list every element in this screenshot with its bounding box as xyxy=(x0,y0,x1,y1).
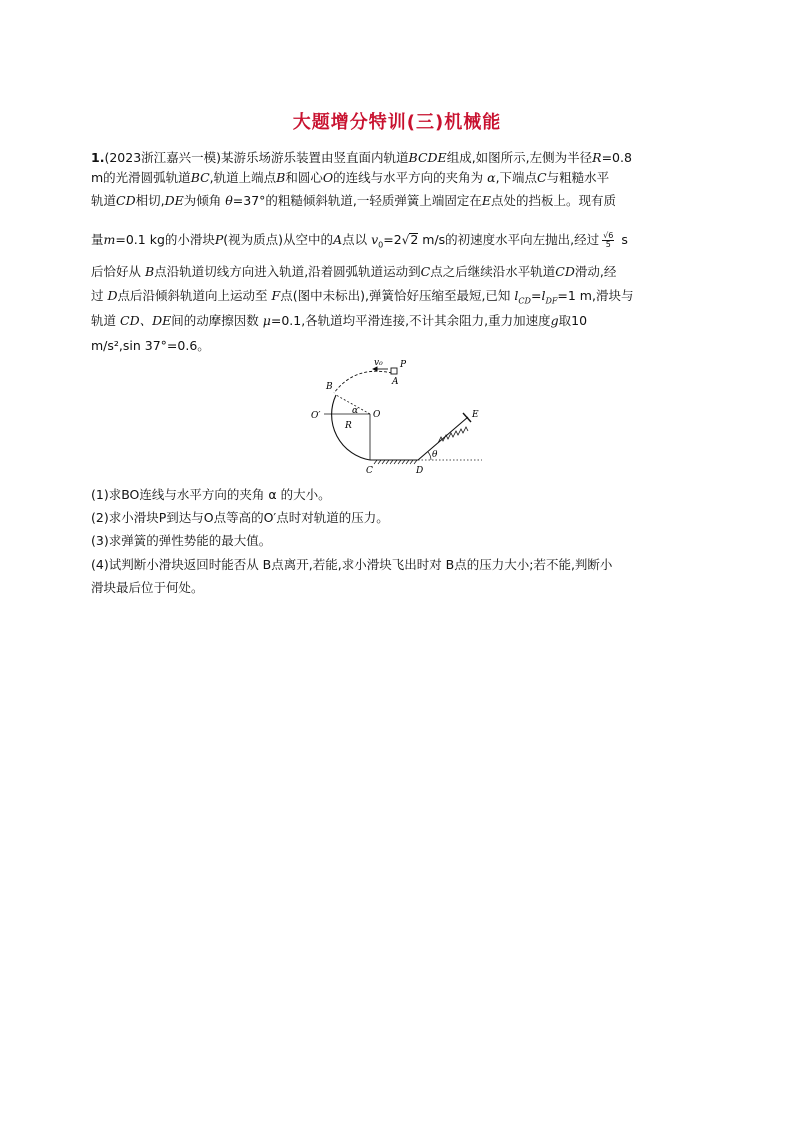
text: ,轨道上端点 xyxy=(209,170,277,185)
label-d: D xyxy=(416,466,424,476)
text: 相切, xyxy=(135,193,165,208)
var-cd: CD xyxy=(116,193,136,208)
text: 为倾角 xyxy=(183,193,222,208)
text: 和圆心 xyxy=(285,170,323,185)
text: m/s的初速度水平向左抛出,经过 xyxy=(422,232,600,247)
var-f: F xyxy=(271,288,281,303)
var-mu: μ xyxy=(262,313,271,328)
problem-line-5 xyxy=(91,264,713,280)
label-c: C xyxy=(366,466,373,476)
var-e: E xyxy=(481,193,492,208)
problem-line-7 xyxy=(91,313,713,329)
text: 量 xyxy=(91,232,104,247)
text: 轨道 xyxy=(91,193,117,208)
label-alpha: α xyxy=(352,406,359,416)
var-theta: θ xyxy=(225,193,233,208)
var-l: l xyxy=(514,288,519,303)
text: 点(图中未标出),弹簧恰好压缩至最短,已知 xyxy=(280,288,511,303)
track-diagram xyxy=(300,355,500,485)
problem-line-6: 过 D点后沿倾斜轨道向上运动至 F点(图中未标出),弹簧恰好压缩至最短,已知 $l_{CD}=l_{DF}=1$ m,滑块与 xyxy=(91,288,634,306)
var-cd-de: CD、DE xyxy=(120,313,172,328)
question-1: (1)求BO连线与水平方向的夹角 α 的大小。 xyxy=(91,487,331,502)
question-3: (3)求弹簧的弹性势能的最大值。 xyxy=(91,533,272,548)
problem-line-8 xyxy=(91,338,713,354)
text: =2 xyxy=(383,232,402,247)
label-e: E xyxy=(472,410,479,420)
theta-arc xyxy=(428,452,431,460)
sqrt-value: 2 xyxy=(410,232,419,247)
text: =0.8 xyxy=(601,150,632,165)
text: 某游乐场游乐装置由竖直面内轨道 xyxy=(221,150,409,165)
var-bc: BC xyxy=(190,170,210,185)
page-title: 大题增分特训(三)机械能 xyxy=(292,112,502,133)
label-p: P xyxy=(400,360,407,370)
var-d: D xyxy=(107,288,118,303)
text: 后恰好从 xyxy=(91,264,142,279)
var-a: A xyxy=(333,232,343,247)
track-de xyxy=(418,417,468,460)
var-de: DE xyxy=(164,193,184,208)
text: 点处的挡板上。现有质 xyxy=(491,193,617,208)
text: 点后沿倾斜轨道向上运动至 xyxy=(117,288,268,303)
question-4: (4)试判断小滑块返回时能否从 B点离开,若能,求小滑块飞出时对 B点的压力大小;若不能,判断小 xyxy=(91,557,613,572)
text: 点沿轨道切线方向进入轨道,沿着圆弧轨道运动到 xyxy=(154,264,421,279)
fraction xyxy=(602,232,614,249)
var-m: m xyxy=(103,232,116,247)
text: =0.1,各轨道均平滑连接,不计其余阻力,重力加速度 xyxy=(270,313,551,328)
projectile-trajectory xyxy=(334,371,392,393)
text: 过 xyxy=(91,288,104,303)
text: 间的动摩擦因数 xyxy=(171,313,259,328)
var-alpha: α xyxy=(487,170,496,185)
text: =37°的粗糙倾斜轨道,一轻质弹簧上端固定在 xyxy=(232,193,482,208)
var-l-sub-cd: CD xyxy=(518,296,531,306)
text: =1 m,滑块与 xyxy=(557,288,634,303)
var-o: O xyxy=(322,170,334,185)
text: m/s²,sin 37°=0.6。 xyxy=(91,338,210,353)
label-theta: θ xyxy=(432,450,438,460)
text: 组成,如图所示,左侧为半径 xyxy=(446,150,593,165)
text: ,下端点 xyxy=(495,170,538,185)
var-c: C xyxy=(537,170,547,185)
slider-block xyxy=(391,368,397,374)
var-c: C xyxy=(420,264,431,279)
text: 点之后继续沿水平轨道 xyxy=(430,264,556,279)
text: 取10 xyxy=(558,313,588,328)
track-name: BCDE xyxy=(408,150,447,165)
sqrt-sign: √ xyxy=(401,233,410,247)
label-r: R xyxy=(345,421,352,431)
problem-line-2 xyxy=(91,170,713,186)
text: =0.1 kg的小滑块 xyxy=(115,232,215,247)
label-v0: v₀ xyxy=(374,358,383,368)
text: m的光滑圆弧轨道 xyxy=(91,170,191,185)
text: 点以 xyxy=(342,232,368,247)
label-o-prime: O′ xyxy=(311,411,321,421)
problem-line-3 xyxy=(91,193,713,209)
text: 滑动,经 xyxy=(574,264,617,279)
text: 的连线与水平方向的夹角为 xyxy=(333,170,484,185)
label-b: B xyxy=(326,382,333,392)
problem-number: 1. xyxy=(91,150,105,165)
var-b: B xyxy=(145,264,155,279)
problem-source: (2023浙江嘉兴一模) xyxy=(104,150,222,165)
var-p: P xyxy=(214,232,224,247)
question-2: (2)求小滑块P到达与O点等高的O′点时对轨道的压力。 xyxy=(91,510,389,525)
label-a: A xyxy=(392,377,399,387)
text: 与粗糙水平 xyxy=(546,170,610,185)
rough-hatching xyxy=(374,460,417,464)
question-4-cont: 滑块最后位于何处。 xyxy=(91,580,204,595)
var-cd: CD xyxy=(555,264,575,279)
label-o: O xyxy=(373,410,381,420)
var-r: R xyxy=(592,150,602,165)
var-l-sub-df: DF xyxy=(545,296,558,306)
var-b: B xyxy=(276,170,286,185)
text: (视为质点)从空中的 xyxy=(223,232,334,247)
fraction-denominator: 5 xyxy=(605,240,611,249)
text: s xyxy=(621,232,628,247)
problem-line-4 xyxy=(91,232,713,254)
var-l: l xyxy=(541,288,546,303)
var-v0-sub: 0 xyxy=(378,240,384,250)
var-g: g xyxy=(550,313,559,328)
var-v0: v xyxy=(371,232,379,247)
text: 轨道 xyxy=(91,313,117,328)
problem-line-1 xyxy=(91,150,713,166)
fraction-numerator: √6 xyxy=(603,231,614,240)
